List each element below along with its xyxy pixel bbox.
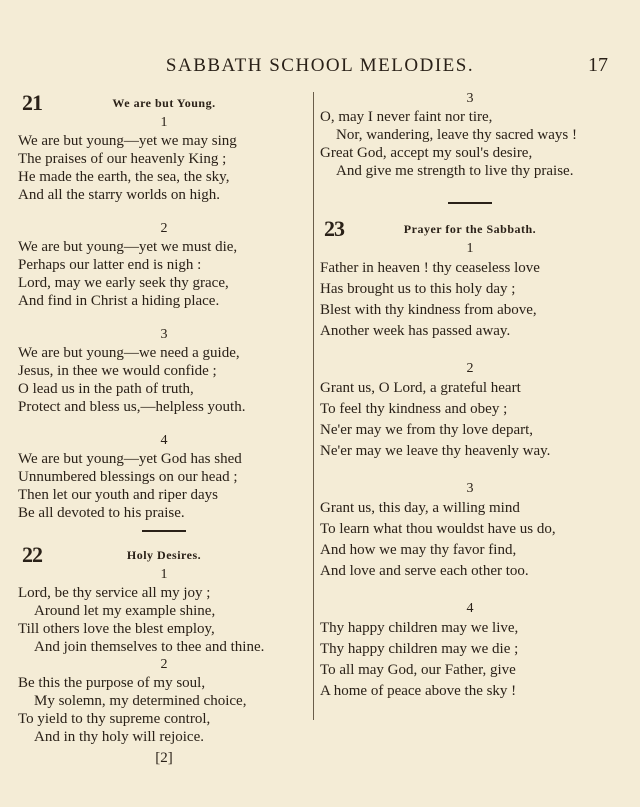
verse-line: Grant us, O Lord, a grateful heart [320, 380, 521, 396]
verse-line: Till others love the blest employ, [18, 621, 215, 637]
verse-number: 1 [160, 115, 168, 130]
verse-line: A home of peace above the sky ! [320, 683, 517, 699]
verse-line: Blest with thy kindness from above, [320, 302, 537, 318]
verse [18, 326, 310, 416]
hymn-title: Prayer for the Sabbath. [403, 222, 537, 236]
verse-number: 3 [466, 91, 474, 106]
verse-line: He made the earth, the sea, the sky, [18, 169, 230, 185]
verse-line: The praises of our heavenly King ; [18, 151, 227, 167]
verse-line: Has brought us to this holy day ; [320, 281, 516, 297]
verse [18, 220, 310, 310]
verse-line: Perhaps our latter end is nigh : [18, 257, 202, 273]
verse-line: And find in Christ a hiding place. [18, 293, 220, 309]
verse-number: 2 [160, 657, 168, 672]
verse-number: 3 [160, 327, 168, 342]
verse-number: 4 [466, 601, 474, 616]
verse [320, 600, 620, 702]
hymn-number: 23 [324, 216, 344, 241]
verse [18, 114, 310, 204]
verse [18, 566, 310, 656]
verse-line: Be this the purpose of my soul, [18, 675, 206, 691]
verse-line: My solemn, my determined choice, [34, 693, 247, 709]
verse-line: Then let our youth and riper days [18, 487, 218, 503]
running-title: SABBATH SCHOOL MELODIES. [165, 55, 475, 76]
left-column [18, 90, 310, 767]
verse-number: 2 [160, 221, 168, 236]
verse [320, 360, 620, 462]
verse-line: And give me strength to live thy praise. [336, 163, 574, 179]
verse-line: And love and serve each other too. [320, 563, 529, 579]
verse-line: Lord, be thy service all my joy ; [18, 585, 211, 601]
verse-number: 1 [466, 241, 474, 256]
verse-line: O, may I never faint nor tire, [320, 109, 493, 125]
hymn-separator [142, 530, 186, 532]
hymn-22-heading [18, 542, 310, 566]
verse [320, 240, 620, 342]
verse-line: And join themselves to thee and thine. [34, 639, 265, 655]
verse-line: Father in heaven ! thy ceaseless love [320, 260, 540, 276]
hymn-title: Holy Desires. [126, 548, 202, 562]
verse-number: 3 [466, 481, 474, 496]
verse-line: Thy happy children may we die ; [320, 641, 519, 657]
hymn-number: 21 [22, 90, 42, 115]
verse-line: Be all devoted to his praise. [18, 505, 185, 521]
verse-line: Around let my example shine, [34, 603, 216, 619]
verse-line: Protect and bless us,—helpless youth. [18, 399, 246, 415]
column-divider [313, 92, 314, 720]
verse-line: Grant us, this day, a willing mind [320, 500, 520, 516]
verse-line: We are but young—yet God has shed [18, 451, 242, 467]
verse-line: And in thy holy will rejoice. [34, 729, 204, 745]
verse [320, 480, 620, 582]
verse-line: Nor, wandering, leave thy sacred ways ! [336, 127, 577, 143]
verse-line: To yield to thy supreme control, [18, 711, 211, 727]
right-column [320, 90, 620, 702]
verse-line: Another week has passed away. [320, 323, 511, 339]
hymn-21-heading [18, 90, 310, 114]
verse-line: Thy happy children may we live, [320, 620, 519, 636]
signature-mark: [2] [155, 750, 173, 766]
hymn-separator [448, 202, 492, 204]
page-number: 17 [588, 54, 608, 76]
verse-line: Great God, accept my soul's desire, [320, 145, 533, 161]
verse [320, 90, 620, 180]
verse-line: We are but young—yet we must die, [18, 239, 238, 255]
verse-line: Ne'er may we from thy love depart, [320, 422, 534, 438]
verse-line: And how we may thy favor find, [320, 542, 517, 558]
verse-line: Unnumbered blessings on our head ; [18, 469, 238, 485]
hymn-number: 22 [22, 542, 42, 567]
verse-line: To feel thy kindness and obey ; [320, 401, 508, 417]
verse-line: To learn what thou wouldst have us do, [320, 521, 556, 537]
verse-number: 1 [160, 567, 168, 582]
verse [18, 432, 310, 522]
verse-line: Jesus, in thee we would confide ; [18, 363, 217, 379]
verse-line: And all the starry worlds on high. [18, 187, 221, 203]
verse-number: 4 [160, 433, 168, 448]
verse-number: 2 [466, 361, 474, 376]
verse-line: To all may God, our Father, give [320, 662, 516, 678]
hymn-title: We are but Young. [112, 96, 216, 110]
verse-line: We are but young—yet we may sing [18, 133, 237, 149]
verse-line: We are but young—we need a guide, [18, 345, 240, 361]
hymn-23-heading [320, 216, 620, 240]
verse-line: Lord, may we early seek thy grace, [18, 275, 229, 291]
verse-line: Ne'er may we leave thy heavenly way. [320, 443, 551, 459]
verse [18, 656, 310, 746]
verse-line: O lead us in the path of truth, [18, 381, 194, 397]
